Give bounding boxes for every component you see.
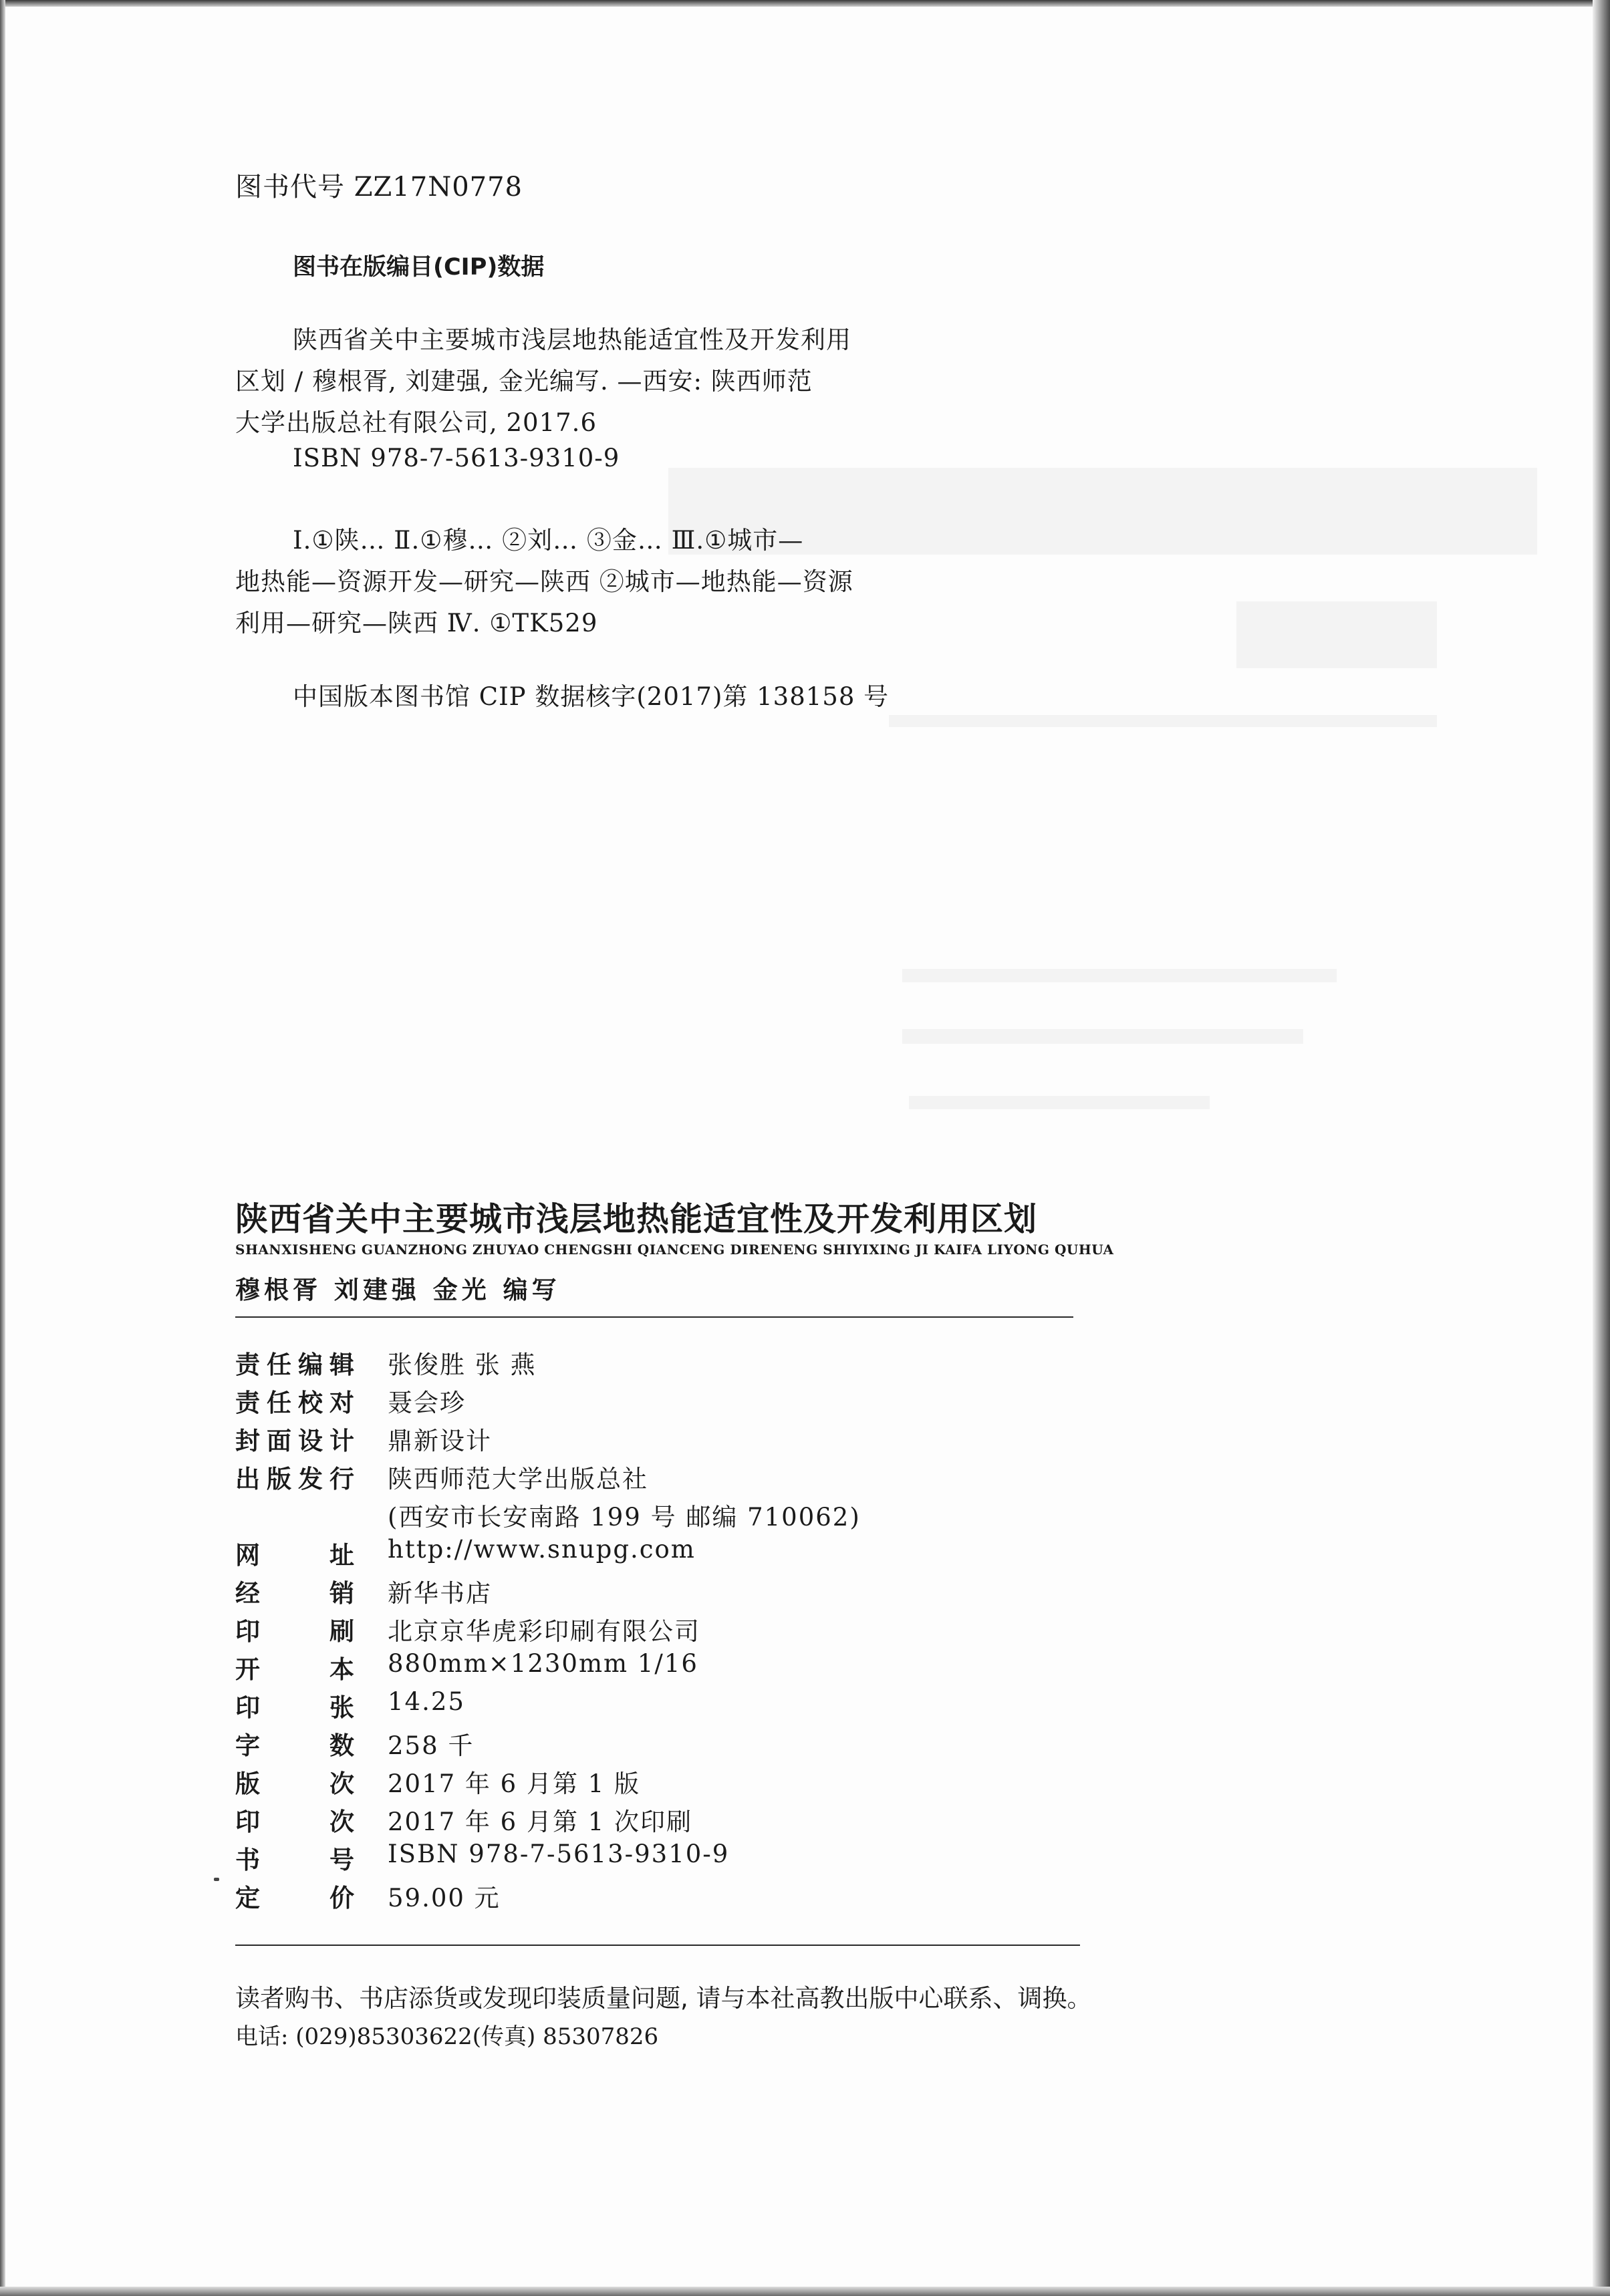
show-through-block [902, 1029, 1303, 1044]
detail-label-char: 行 [329, 1465, 354, 1493]
detail-value: 张俊胜 张 燕 [388, 1350, 537, 1379]
divider-rule [235, 1945, 1080, 1946]
detail-value: 北京京华虎彩印刷有限公司 [388, 1617, 700, 1646]
detail-label-char: 张 [329, 1693, 354, 1722]
detail-label-char: 印 [235, 1617, 260, 1646]
detail-label-char: 面 [267, 1427, 291, 1455]
scan-edge-top [0, 0, 1610, 7]
detail-value: 鼎新设计 [388, 1427, 492, 1455]
detail-label-char: 任 [267, 1350, 291, 1379]
detail-label-char: 价 [329, 1884, 354, 1912]
show-through-block [909, 1096, 1210, 1109]
scan-edge-right [1593, 0, 1610, 2296]
detail-label-char: 网 [235, 1541, 260, 1570]
detail-value: 59.00 元 [388, 1884, 501, 1912]
detail-label-char: 址 [329, 1541, 354, 1570]
detail-label-char: 封 [235, 1427, 260, 1455]
scan-edge-bottom [0, 2287, 1610, 2296]
cip-line: 区划 / 穆根胥, 刘建强, 金光编写. —西安: 陕西师范 [235, 367, 813, 396]
detail-label-char: 号 [329, 1846, 354, 1874]
detail-label [235, 1725, 354, 1761]
quality-notice: 读者购书、书店添货或发现印装质量问题, 请与本社高教出版中心联系、调换。 [235, 1984, 1092, 2013]
detail-label [235, 1687, 354, 1723]
detail-label [235, 1459, 354, 1495]
detail-value: (西安市长安南路 199 号 邮编 710062) [388, 1503, 861, 1532]
cip-line: 大学出版总社有限公司, 2017.6 [235, 408, 597, 437]
detail-label-char: 印 [235, 1693, 260, 1722]
contact-phone: 电话: (029)85303622(传真) 85307826 [235, 2023, 659, 2050]
cip-line: 利用—研究—陕西 Ⅳ. ①TK529 [235, 609, 598, 637]
detail-label-char: 任 [267, 1389, 291, 1417]
detail-label-char: 出 [235, 1465, 260, 1493]
show-through-block [1236, 601, 1437, 668]
detail-label-char: 印 [235, 1808, 260, 1836]
detail-label-char: 次 [329, 1808, 354, 1836]
cip-record-number: 中国版本图书馆 CIP 数据核字(2017)第 138158 号 [293, 682, 890, 711]
detail-label-char: 责 [235, 1389, 260, 1417]
detail-label-char: 本 [329, 1655, 354, 1684]
cip-isbn: ISBN 978-7-5613-9310-9 [293, 444, 620, 472]
detail-label-char: 辑 [329, 1350, 354, 1379]
detail-label [235, 1383, 354, 1419]
detail-label [235, 1878, 354, 1914]
detail-label-char: 版 [267, 1465, 291, 1493]
book-authors: 穆根胥 刘建强 金光 编写 [235, 1275, 561, 1304]
scan-speck [214, 1878, 219, 1881]
cip-line: Ⅰ.①陕… Ⅱ.①穆… ②刘… ③金… Ⅲ.①城市— [293, 526, 804, 555]
detail-label-char: 计 [329, 1427, 354, 1455]
detail-value: 新华书店 [388, 1579, 492, 1608]
book-code: 图书代号 ZZ17N0778 [235, 172, 523, 202]
detail-label [235, 1649, 354, 1685]
detail-label-char: 责 [235, 1350, 260, 1379]
detail-label [235, 1840, 354, 1876]
detail-value: http://www.snupg.com [388, 1535, 696, 1564]
detail-value: 14.25 [388, 1687, 465, 1716]
detail-label-char: 对 [329, 1389, 354, 1417]
divider-rule [235, 1316, 1073, 1318]
detail-label [235, 1344, 354, 1381]
detail-label [235, 1763, 354, 1800]
detail-label-char: 校 [298, 1389, 323, 1417]
cip-line: 陕西省关中主要城市浅层地热能适宜性及开发利用 [293, 325, 851, 354]
detail-label-char: 设 [298, 1427, 323, 1455]
cip-line: 地热能—资源开发—研究—陕西 ②城市—地热能—资源 [235, 567, 853, 596]
book-title: 陕西省关中主要城市浅层地热能适宜性及开发利用区划 [235, 1200, 1038, 1238]
detail-label-char: 发 [298, 1465, 323, 1493]
detail-label [235, 1802, 354, 1838]
detail-value: 2017 年 6 月第 1 次印刷 [388, 1808, 693, 1836]
detail-label-char: 销 [329, 1579, 354, 1608]
detail-label-char: 定 [235, 1884, 260, 1912]
detail-label [235, 1421, 354, 1457]
detail-label-char: 开 [235, 1655, 260, 1684]
detail-value: ISBN 978-7-5613-9310-9 [388, 1840, 730, 1868]
book-title-pinyin: SHANXISHENG GUANZHONG ZHUYAO CHENGSHI QIANCENG DIRENENG SHIYIXING JI KAIFA LIYONG QUHUA [235, 1242, 1114, 1258]
detail-label [235, 1573, 354, 1609]
detail-value: 聂会珍 [388, 1389, 466, 1417]
detail-label-char: 书 [235, 1846, 260, 1874]
detail-label-char: 刷 [329, 1617, 354, 1646]
detail-label-char: 字 [235, 1731, 260, 1760]
detail-label [235, 1535, 354, 1571]
show-through-block [889, 715, 1437, 727]
detail-label-char: 版 [235, 1769, 260, 1798]
detail-label-char: 数 [329, 1731, 354, 1760]
detail-value: 880mm×1230mm 1/16 [388, 1649, 698, 1678]
show-through-block [902, 969, 1337, 982]
detail-label-char: 编 [298, 1350, 323, 1379]
scan-edge-left [0, 0, 5, 2296]
detail-label [235, 1611, 354, 1647]
detail-value: 陕西师范大学出版总社 [388, 1465, 648, 1493]
detail-label-char: 经 [235, 1579, 260, 1608]
detail-label-char: 次 [329, 1769, 354, 1798]
detail-value: 258 千 [388, 1731, 475, 1760]
cip-heading: 图书在版编目(CIP)数据 [293, 254, 545, 281]
detail-value: 2017 年 6 月第 1 版 [388, 1769, 641, 1798]
